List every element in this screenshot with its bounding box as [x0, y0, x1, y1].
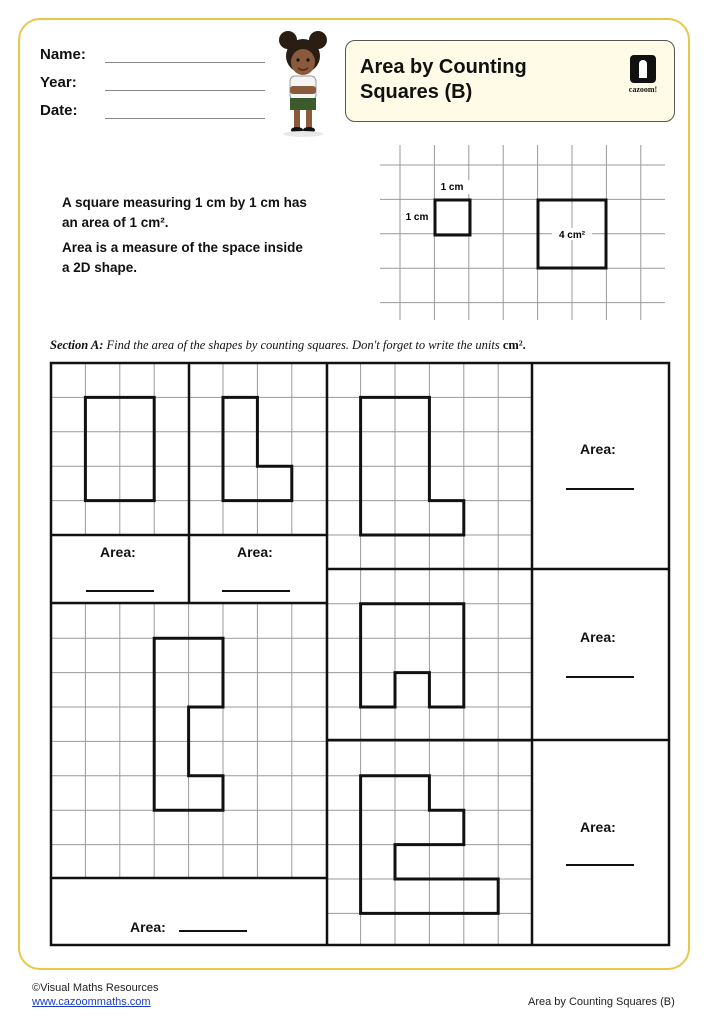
- footer-copyright: ©Visual Maths Resources: [32, 982, 159, 994]
- answer-line-shape-3[interactable]: [566, 488, 634, 490]
- worksheet-title: Area by Counting Squares (B): [360, 56, 527, 103]
- section-a-text: Find the area of the shapes by counting squares. Don't forget to write the units: [106, 338, 500, 352]
- footer-page-title: Area by Counting Squares (B): [528, 996, 675, 1008]
- answer-line-shape-2[interactable]: [222, 590, 290, 592]
- area-label-shape-4: Area:: [580, 629, 616, 645]
- label-4cm2: 4 cm²: [558, 230, 586, 241]
- label-1cm-side: 1 cm: [405, 212, 429, 223]
- intro-line-2a: Area is a measure of the space inside: [62, 240, 303, 255]
- area-label-shape-1: Area:: [100, 544, 136, 560]
- answer-line-shape-5[interactable]: [566, 864, 634, 866]
- label-1cm-top: 1 cm: [440, 182, 464, 193]
- section-a-label: Section A:: [50, 338, 104, 352]
- intro-line-2b: a 2D shape.: [62, 260, 138, 275]
- answer-cell: [51, 878, 327, 945]
- intro-line-1a: A square measuring 1 cm by 1 cm has: [62, 195, 307, 210]
- answer-line-shape-1[interactable]: [86, 590, 154, 592]
- intro-line-1b: an area of 1 cm².: [62, 215, 169, 230]
- year-label: Year:: [40, 74, 77, 91]
- answer-line-shape-6[interactable]: [179, 930, 247, 932]
- area-label-shape-2: Area:: [237, 544, 273, 560]
- area-label-shape-5: Area:: [580, 819, 616, 835]
- answer-line-shape-4[interactable]: [566, 676, 634, 678]
- date-label: Date:: [40, 102, 78, 119]
- shape-4-arch: [361, 604, 464, 707]
- area-label-shape-3: Area:: [580, 441, 616, 457]
- area-label-shape-6: Area:: [130, 919, 166, 935]
- name-label: Name:: [40, 46, 86, 63]
- footer-website-link[interactable]: www.cazoommaths.com: [32, 996, 151, 1008]
- section-a-units: cm².: [502, 338, 526, 352]
- logo-text: cazoom!: [628, 85, 658, 94]
